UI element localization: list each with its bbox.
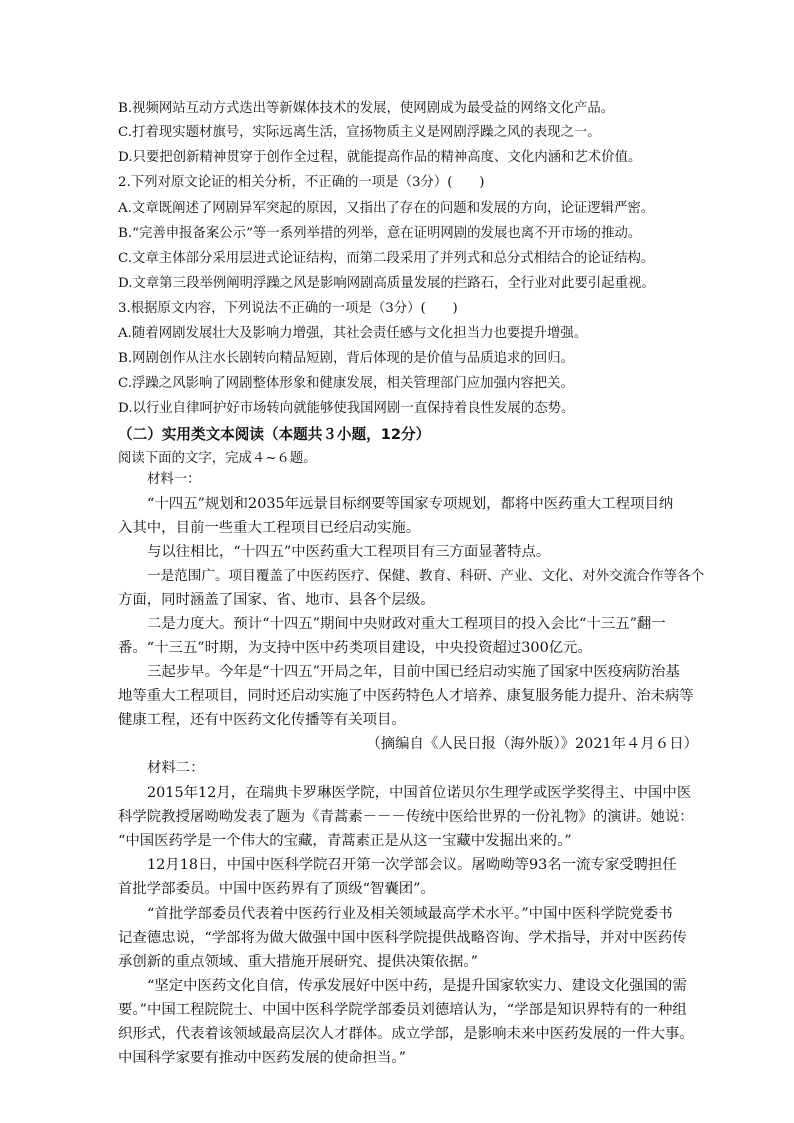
paragraph-line: 记查德忠说，“学部将为做大做强中国中医科学院提供战略咨询、学术指导，并对中医药传 [118, 930, 687, 946]
paragraph-line: 方面，同时涵盖了国家、省、地市、县各个层级。 [118, 592, 435, 608]
option-2d: D.文章第三段举例阐明浮躁之风是影响网剧高质量发展的拦路石，全行业对此要引起重视。 [118, 276, 655, 291]
paragraph-line: “中国医药学是一个伟大的宝藏，青蒿素正是从这一宝藏中发掘出来的。” [118, 833, 572, 849]
paragraph-line: 首批学部委员。中国中医药界有了顶级“智囊团”。 [118, 881, 435, 897]
option-2a: A.文章既阐述了网剧异军突起的原因，又指出了存在的问题和发展的方向，论证逻辑严密。 [118, 201, 655, 216]
option-1c: C.打着现实题材旗号，实际远离生活，宣扬物质主义是网剧浮躁之风的表现之一。 [118, 125, 601, 140]
paragraph-line: 入其中，目前一些重大工程项目已经启动实施。 [118, 520, 421, 536]
instruction: 阅读下面的文字，完成４~６题。 [118, 451, 317, 466]
material-2-label: 材料二： [147, 760, 205, 776]
option-3d: D.以行业自律呵护好市场转向就能够使我国网剧一直保持着良性发展的态势。 [118, 401, 575, 416]
paragraph-line: 与以往相比，“十四五”中医药重大工程项目有三方面显著特点。 [147, 544, 551, 560]
option-2c: C.文章主体部分采用层进式论证结构，而第二段采用了并列式和总分式相结合的论证结构。 [118, 251, 655, 266]
paragraph-line: 三起步早。今年是“十四五”开局之年，目前中国已经启动实施了国家中医疫病防治基 [147, 664, 680, 680]
paragraph-line: 二是力度大。预计“十四五”期间中央财政对重大工程项目的投入会比“十三五”翻一 [147, 616, 666, 632]
paragraph-line: 科学院教授屠呦呦发表了题为《青蒿素－－－传统中医给世界的一份礼物》的演讲。她说： [118, 809, 694, 825]
paragraph-line: 要。”中国工程院院士、中国中医科学院学部委员刘德培认为，“学部是知识界特有的一种组 [118, 1002, 687, 1018]
option-1d: D.只要把创新精神贯穿于创作全过程，就能提高作品的精神高度、文化内涵和艺术价值。 [118, 150, 642, 165]
paragraph-line: 一是范围广。项目覆盖了中医药医疗、保健、教育、科研、产业、文化、对外交流合作等各个 [147, 568, 705, 584]
paragraph-line: 承创新的重点领域、重大措施开展研究、提供决策依据。” [118, 954, 478, 970]
paragraph-line: 织形式，代表着该领域最高层次人才群体。成立学部，是影响未来中医药发展的一件大事。 [118, 1026, 694, 1042]
paragraph-line: “坚定中医药文化自信，传承发展好中医中药，是提升国家软实力、建设文化强国的需 [147, 978, 687, 994]
paragraph-line: 2015年12月，在瑞典卡罗琳医学院，中国首位诺贝尔生理学或医学奖得主、中国中医 [147, 785, 692, 801]
question-3: 3.根据原文内容，下列说法不正确的一项是（3分）( ) [118, 301, 458, 316]
paragraph-line: “十四五”规划和2035年远景目标纲要等国家专项规划，都将中医药重大工程项目纳 [147, 496, 674, 512]
option-2b: B.“完善申报备案公示”等一系列举措的列举，意在证明网剧的发展也离不开市场的推动。 [118, 226, 642, 241]
paragraph-line: 健康工程，还有中医药文化传播等有关项目。 [118, 712, 406, 728]
question-2: 2.下列对原文论证的相关分析，不正确的一项是（3分）( ) [118, 175, 485, 190]
paragraph-line: 中国科学家要有推动中医药发展的使命担当。” [118, 1050, 406, 1066]
paragraph-line: 12月18日，中国中医科学院召开第一次学部会议。屠呦呦等93名一流专家受聘担任 [147, 857, 677, 873]
option-3a: A.随着网剧发展壮大及影响力增强，其社会责任感与文化担当力也要提升增强。 [118, 326, 588, 341]
option-1b: B.视频网站互动方式迭出等新媒体技术的发展，使网剧成为最受益的网络文化产品。 [118, 101, 615, 116]
option-3b: B.网剧创作从注水长剧转向精品短剧，背后体现的是价值与品质追求的回归。 [118, 351, 574, 366]
paragraph-line: 番。“十三五”时期，为支持中医中药类项目建设，中央投资超过300亿元。 [118, 640, 592, 656]
material-1-label: 材料一： [147, 472, 201, 487]
paragraph-line: “首批学部委员代表着中医药行业及相关领域最高学术水平。”中国中医科学院党委书 [147, 906, 673, 922]
option-3c: C.浮躁之风影响了网剧整体形象和健康发展，相关管理部门应加强内容把关。 [118, 376, 574, 391]
section-heading: （二）实用类文本阅读（本题共３小题，12分） [118, 426, 431, 443]
source-citation: （摘编自《人民日报（海外版）》2021年４月６日） [366, 736, 698, 752]
paragraph-line: 地等重大工程项目，同时还启动实施了中医药特色人才培养、康复服务能力提升、治未病等 [118, 688, 694, 704]
